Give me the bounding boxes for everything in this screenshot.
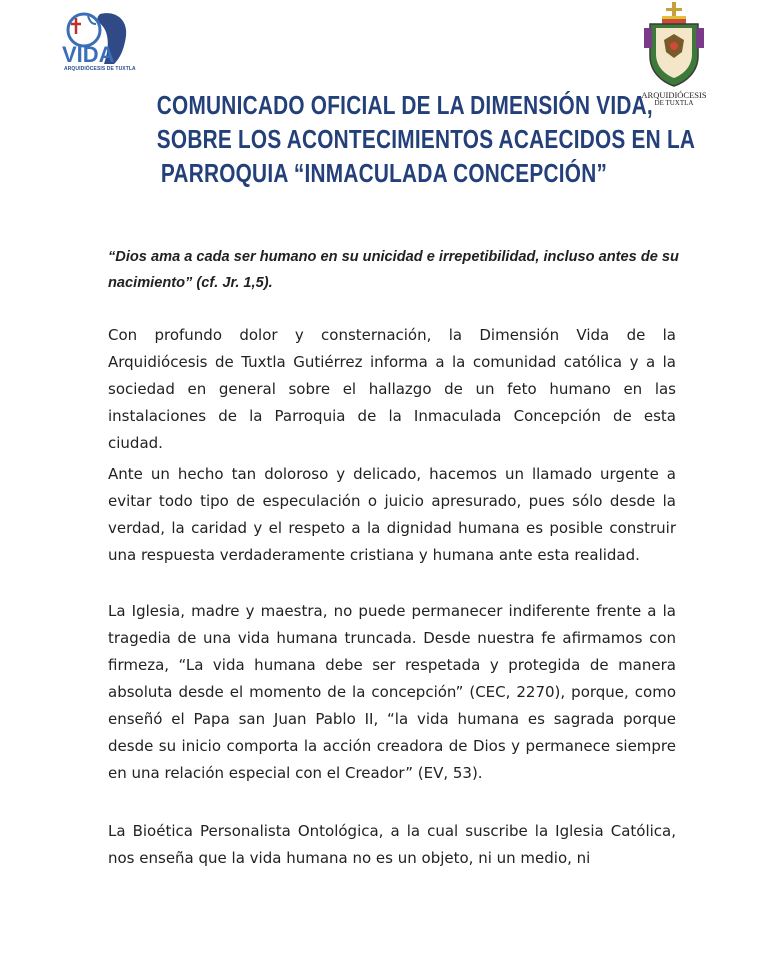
text-line: verdad, la caridad y el respeto a la dignidad humana es posible construir (108, 519, 676, 537)
quote-line: nacimiento” (cf. Jr. 1,5). (108, 275, 273, 291)
quote-line: “Dios ama a cada ser humano en su unicidad e irrepetibilidad, incluso antes de su (108, 249, 679, 265)
vida-dimension-logo (54, 8, 144, 80)
coat-of-arms-icon (638, 0, 710, 90)
svg-text:VIDA: VIDA (62, 42, 115, 67)
coat-of-arms-line1: ARQUIDIÓCESIS (641, 90, 707, 100)
text-line: enseñó el Papa san Juan Pablo II, “la vida humana es sagrada porque (108, 710, 676, 728)
coat-of-arms-line2: DE TUXTLA (654, 99, 694, 107)
title-line: SOBRE LOS ACONTECIMIENTOS ACAECIDOS EN LA (156, 124, 696, 154)
text-line: La Bioética Personalista Ontológica, a la cual suscribe la Iglesia Católica, (108, 822, 676, 840)
text-line: sociedad en general sobre el hallazgo de un feto humano en las (108, 380, 676, 398)
title-line: PARROQUIA “INMACULADA CONCEPCIÓN” (160, 158, 608, 188)
text-line: ciudad. (108, 434, 163, 452)
text-line: instalaciones de la Parroquia de la Inmaculada Concepción de esta (108, 407, 676, 425)
epigraph-quote (108, 244, 708, 296)
text-line: desde su inicio comporta la acción creadora de Dios y permanece siempre (108, 737, 676, 755)
paragraph-bioethics (108, 818, 676, 872)
text-line: La Iglesia, madre y maestra, no puede permanecer indiferente frente a la (108, 602, 676, 620)
text-line: absoluta desde el momento de la concepción” (CEC, 2270), porque, como (108, 683, 676, 701)
text-line: Arquidiócesis de Tuxtla Gutiérrez informa a la comunidad católica y a la (108, 353, 676, 371)
text-line: evitar todo tipo de especulación o juicio apresurado, pues sólo desde la (108, 492, 676, 510)
text-line: tragedia de una vida humana truncada. Desde nuestra fe afirmamos con (108, 629, 676, 647)
text-line: en una relación especial con el Creador” (EV, 53). (108, 764, 483, 782)
title-line: COMUNICADO OFICIAL DE LA DIMENSIÓN VIDA, (156, 90, 653, 120)
text-line: nos enseña que la vida humana no es un objeto, ni un medio, ni (108, 849, 591, 867)
text-line: Ante un hecho tan doloroso y delicado, hacemos un llamado urgente a (108, 465, 676, 483)
paragraph-church-teaching (108, 598, 676, 787)
vida-logo-icon (54, 8, 138, 68)
text-line: Con profundo dolor y consternación, la Dimensión Vida de la (108, 326, 676, 344)
paragraph-call-to-prudence (108, 461, 676, 569)
text-line: una respuesta verdaderamente cristiana y humana ante esta realidad. (108, 546, 640, 564)
vida-logo-tagline: ARQUIDIÓCESIS DE TUXTLA (64, 66, 136, 72)
text-line: firmeza, “La vida humana debe ser respetada y protegida de manera (108, 656, 676, 674)
paragraph-announcement (108, 322, 676, 457)
